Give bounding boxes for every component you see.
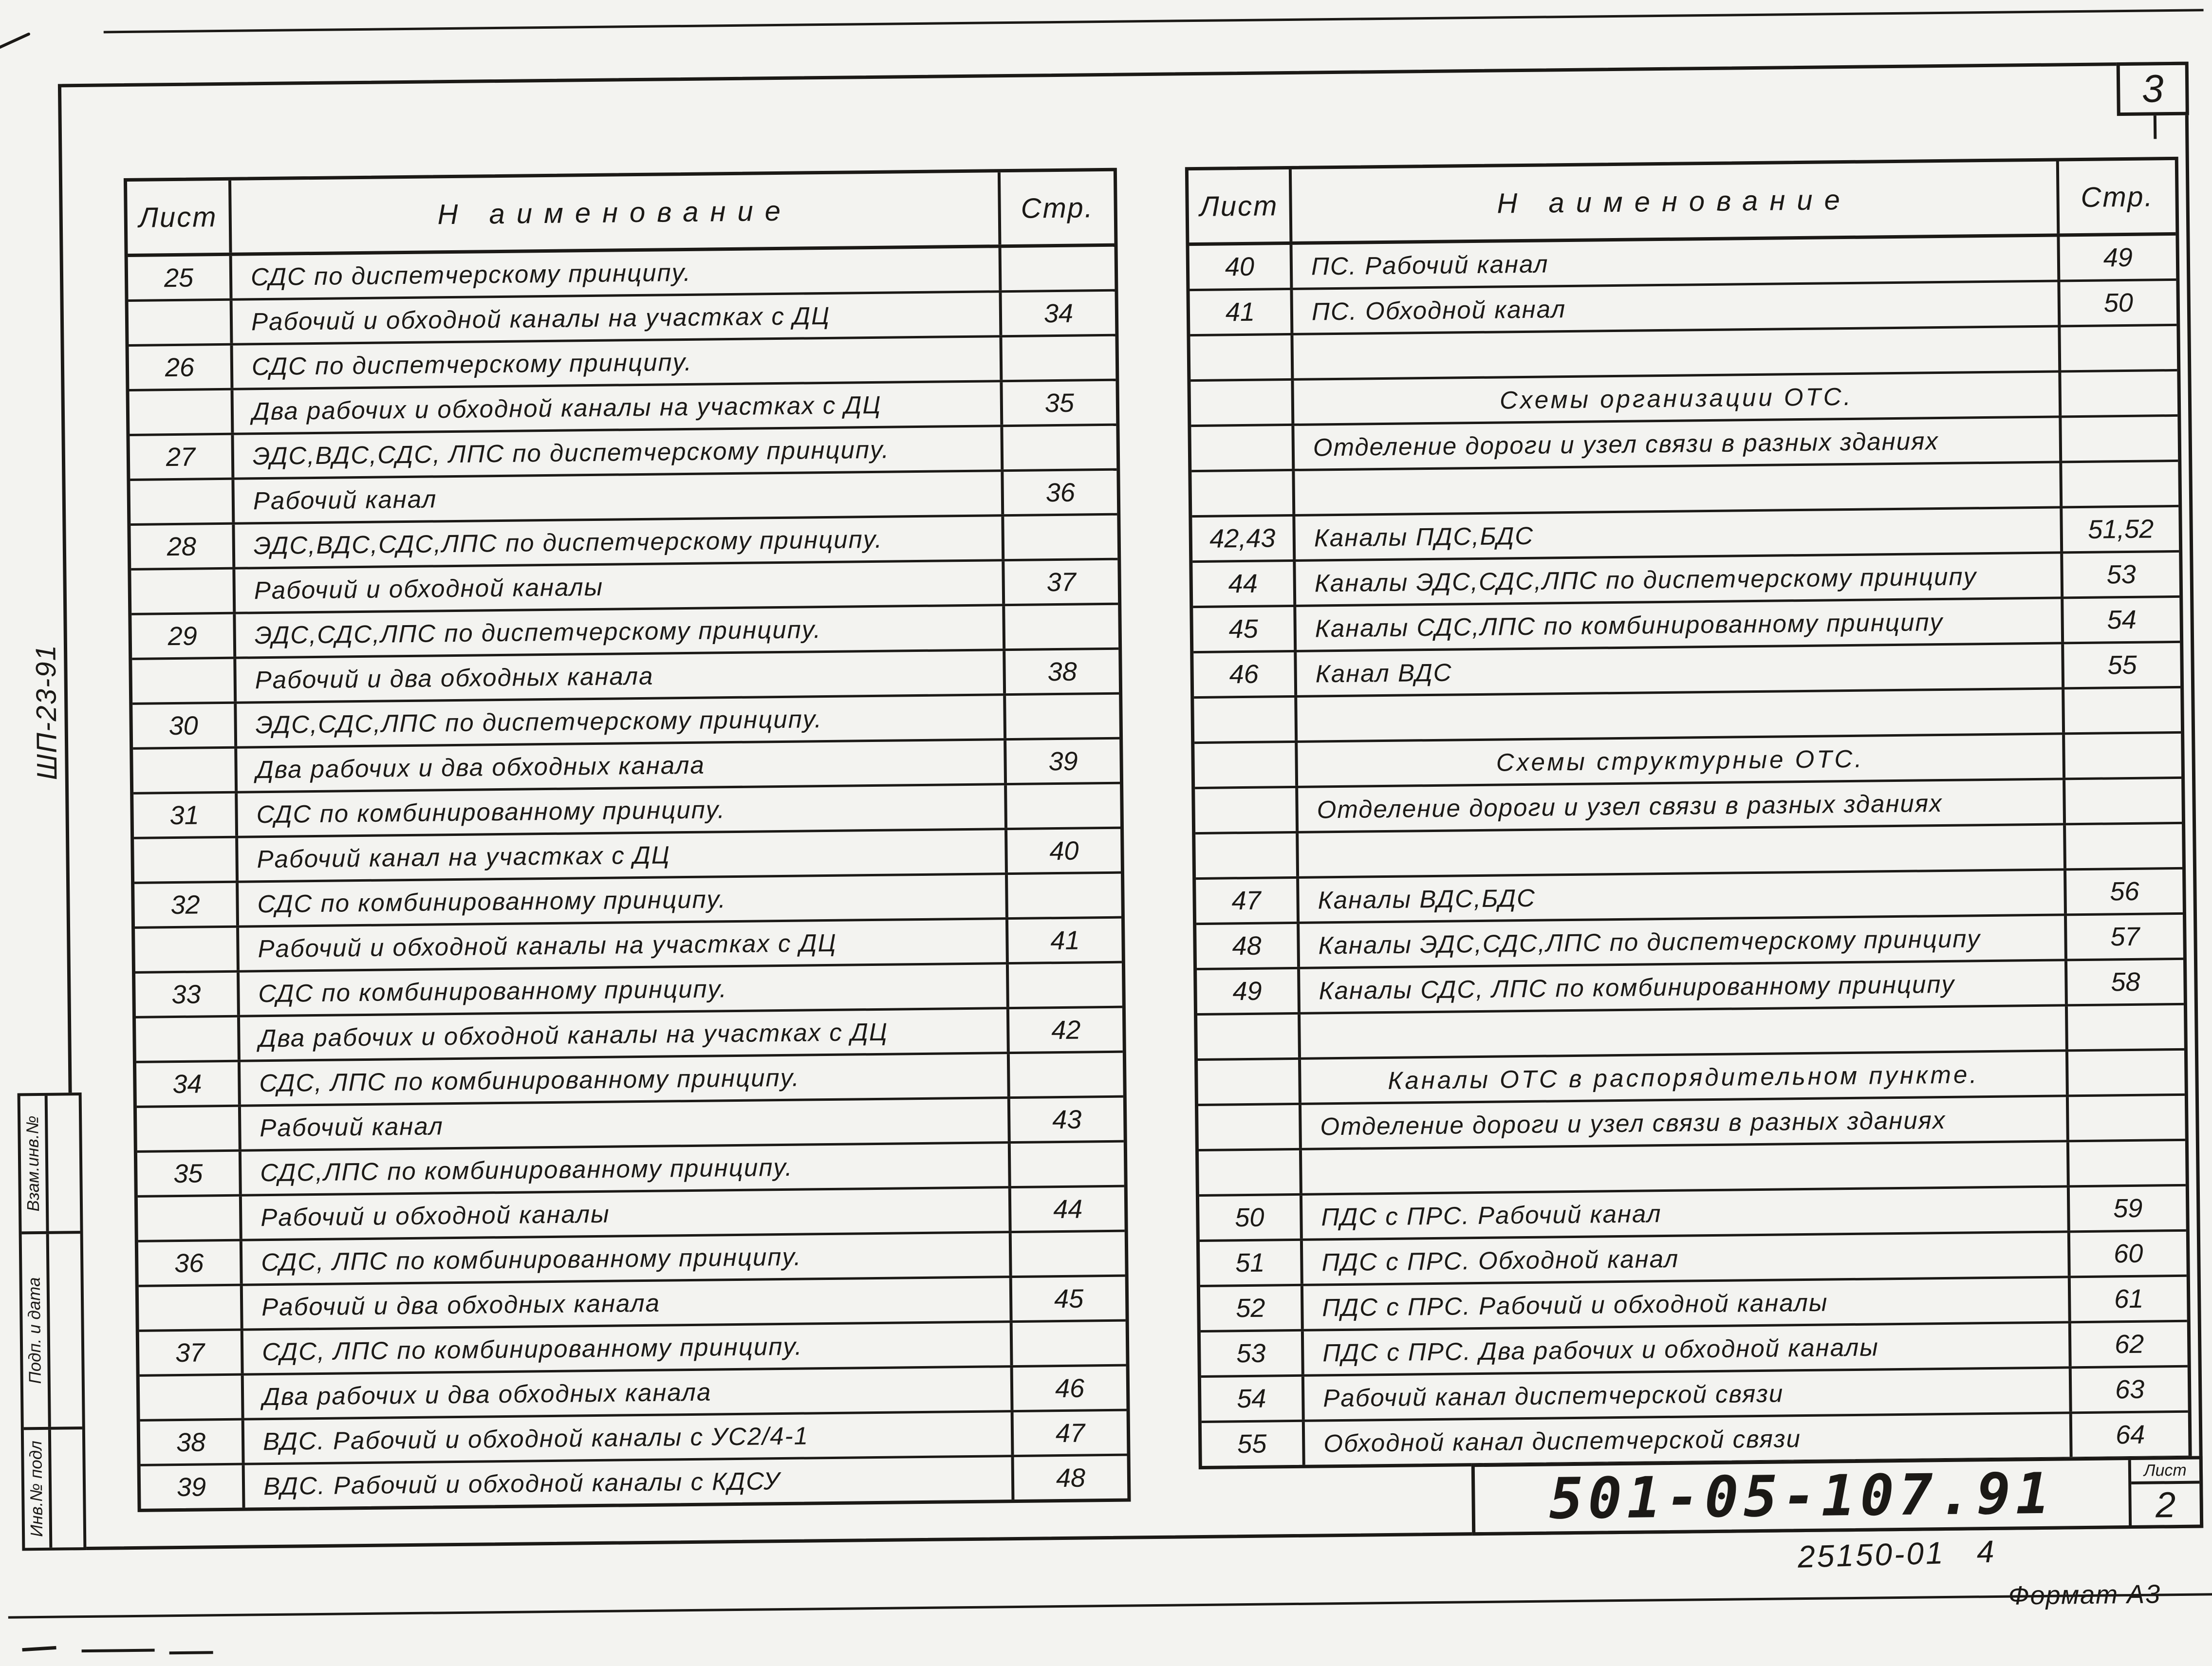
- sheet-number-cell: [1198, 1105, 1302, 1149]
- item-name-cell: ЭДС,ВДС,СДС, ЛПС по диспетчерскому принципу.: [234, 427, 1004, 478]
- margin-stamp-block: [18, 1092, 87, 1551]
- sheet-number-cell: [1199, 1150, 1302, 1194]
- sheet-number-cell: [134, 838, 239, 882]
- item-name-cell: [1299, 825, 2066, 876]
- page-number-cell: [1002, 247, 1115, 290]
- sheet-number-cell: [130, 390, 234, 434]
- sheet-number-cell: 50: [1199, 1196, 1303, 1240]
- page-number-cell: 42: [1051, 1015, 1081, 1045]
- page-number-cell: [1006, 695, 1119, 738]
- item-name-cell: ПС. Обходной канал: [1293, 282, 2061, 333]
- item-name-cell: ПС. Рабочий канал: [1292, 237, 2060, 287]
- header-sheet-cell: Лист: [127, 181, 232, 254]
- format-note: Формат А3: [2008, 1579, 2161, 1610]
- sheet-number-cell: 53: [1201, 1332, 1304, 1375]
- item-name-cell: Рабочий и обходной каналы: [242, 1188, 1012, 1239]
- page-number-cell: 47: [1055, 1418, 1085, 1448]
- sheet-number-cell: [1198, 1060, 1301, 1104]
- page-number-cell: [2061, 371, 2177, 415]
- item-name-cell: Рабочий канал на участках с ДЦ: [238, 830, 1008, 881]
- page-number-cell: [1011, 1143, 1124, 1186]
- page-number-box: [2117, 62, 2189, 116]
- table-header: [1189, 160, 2176, 246]
- item-name-cell: Схемы структурные ОТС.: [1298, 735, 2065, 785]
- item-name-cell: Два рабочих и два обходных канала: [244, 1368, 1014, 1418]
- sheet-number-cell: [1195, 788, 1299, 832]
- contents-table-left: [124, 168, 1131, 1512]
- item-name-cell: СДС, ЛПС по комбинированному принципу.: [241, 1054, 1010, 1105]
- header-name-cell: Н аименование: [231, 172, 1001, 253]
- sheet-number-cell: 28: [130, 525, 235, 568]
- item-name-cell: [1295, 463, 2063, 514]
- table-header: [127, 171, 1115, 257]
- item-name-cell: [1297, 689, 2065, 740]
- item-name-cell: ЭДС,СДС,ЛПС по диспетчерскому принципу.: [236, 606, 1005, 657]
- item-name-cell: СДС по диспетчерскому принципу.: [232, 248, 1002, 298]
- margin-empty-cell: [51, 1429, 84, 1548]
- page-number-cell: 57: [2110, 922, 2140, 952]
- sheet-number-cell: 39: [141, 1465, 245, 1509]
- margin-doc-code-text: ШП-23-91: [30, 644, 63, 780]
- margin-label-cell: [24, 1430, 53, 1548]
- sheet-number-cell: 48: [1196, 924, 1300, 968]
- page-number-cell: [1008, 874, 1121, 917]
- margin-row: [24, 1429, 84, 1548]
- sheet-number-cell: [1191, 426, 1295, 470]
- page-number-cell: [2065, 779, 2182, 823]
- margin-label: Подп. и дата: [24, 1277, 45, 1384]
- item-name-cell: СДС по комбинированному принципу.: [240, 964, 1009, 1015]
- page-number-cell: 40: [1049, 836, 1079, 866]
- sheet-number-cell: [140, 1376, 244, 1419]
- sheet-number-cell: 32: [134, 883, 239, 926]
- contents-table-right: [1185, 157, 2192, 1469]
- item-name-cell: ПДС с ПРС. Рабочий и обходной каналы: [1303, 1278, 2071, 1329]
- page-number-cell: 50: [2103, 288, 2134, 318]
- page-number-cell: 58: [2111, 967, 2140, 997]
- margin-row: [20, 1095, 80, 1234]
- item-name-cell: СДС, ЛПС по комбинированному принципу.: [243, 1323, 1013, 1373]
- item-name-cell: СДС по комбинированному принципу.: [239, 875, 1008, 926]
- bottom-left-mark: [22, 1646, 56, 1651]
- margin-label-cell: [22, 1234, 51, 1427]
- sheet-number-cell: 30: [132, 704, 237, 747]
- page-number-cell: 38: [1047, 657, 1077, 686]
- item-name-cell: Каналы СДС,ЛПС по комбинированному принципу: [1296, 599, 2064, 649]
- page-number-cell: 45: [1054, 1284, 1084, 1314]
- header-page-cell: Стр.: [2081, 180, 2154, 213]
- sheet-number-cell: [1190, 335, 1294, 379]
- item-name-cell: Рабочий и обходной каналы на участках с ДЦ: [239, 920, 1009, 970]
- page-number-cell: 49: [2103, 242, 2133, 273]
- page-number-cell: [1013, 1322, 1126, 1365]
- item-name-cell: Рабочий и обходной каналы на участках с ДЦ: [233, 293, 1003, 343]
- item-name-cell: Схемы организации ОТС.: [1294, 372, 2062, 423]
- sheet-number-cell: [130, 480, 235, 523]
- sheet-number-cell: 36: [138, 1241, 243, 1285]
- sheet-number-cell: 37: [139, 1331, 244, 1374]
- page-number-cell: [2061, 326, 2177, 370]
- page-number-cell: 35: [1044, 388, 1075, 418]
- item-name-cell: Отделение дороги и узел связи в разных зданиях: [1294, 418, 2062, 468]
- item-name-cell: Два рабочих и обходной каналы на участках с ДЦ: [234, 382, 1004, 433]
- page-number-cell: 56: [2110, 876, 2139, 907]
- item-name-cell: Рабочий канал: [234, 472, 1004, 522]
- item-name-cell: СДС,ЛПС по комбинированному принципу.: [242, 1144, 1011, 1194]
- sheet-number-cell: [1195, 833, 1299, 877]
- margin-empty-cell: [49, 1234, 82, 1427]
- page-number-cell: [2065, 734, 2181, 777]
- page-number-cell: [1003, 426, 1116, 469]
- page-number-cell: [1012, 1232, 1125, 1276]
- page-number-cell: 54: [2107, 605, 2137, 635]
- item-name-cell: Два рабочих и два обходных канала: [237, 740, 1007, 791]
- sheet-number-cell: [1194, 743, 1298, 787]
- page-number-cell: 62: [2114, 1329, 2144, 1359]
- item-name-cell: СДС, ЛПС по комбинированному принципу.: [242, 1233, 1012, 1284]
- page-number-cell: 64: [2115, 1420, 2145, 1450]
- page-number-cell: 60: [2113, 1239, 2143, 1269]
- sheet-number-cell: 55: [1202, 1422, 1305, 1466]
- page-number-cell: 46: [1055, 1373, 1085, 1403]
- sheet-number-cell: [1194, 698, 1298, 741]
- item-name-cell: Каналы ЭДС,СДС,ЛПС по диспетчерскому принципу: [1296, 554, 2063, 604]
- item-name-cell: Рабочий канал: [241, 1099, 1011, 1149]
- page-number-cell: 51,52: [2087, 514, 2154, 544]
- sheet-number-cell: [136, 1018, 241, 1061]
- item-name-cell: Каналы ОТС в распорядительном пункте.: [1301, 1052, 2069, 1102]
- frame-tick: [2154, 115, 2157, 139]
- bottom-left-mark: [169, 1651, 213, 1654]
- top-edge-line: [104, 9, 2204, 33]
- handwritten-note: 25150-01 4: [1797, 1534, 1997, 1574]
- item-name-cell: Рабочий и обходной каналы: [235, 561, 1005, 612]
- title-block-sheet-column: [2128, 1460, 2200, 1526]
- item-name-cell: Обходной канал диспетчерской связи: [1305, 1414, 2073, 1464]
- sheet-number-cell: 34: [136, 1062, 241, 1106]
- page-number-cell: 44: [1053, 1194, 1083, 1224]
- page-number-cell: [2069, 1096, 2185, 1140]
- title-block: [1471, 1456, 2203, 1536]
- sheet-label-cell: Лист: [2131, 1460, 2200, 1484]
- sheet-number-cell: 33: [135, 973, 240, 1016]
- document-number: 501-05-107.91: [1548, 1461, 2055, 1532]
- header-page-cell: Стр.: [1021, 191, 1094, 224]
- item-name-cell: Каналы СДС, ЛПС по комбинированному принципу: [1300, 961, 2068, 1012]
- page-number-cell: [2064, 688, 2181, 732]
- page-number-cell: [1010, 1053, 1123, 1096]
- sheet-number-cell: 51: [1200, 1241, 1303, 1285]
- item-name-cell: ВДС. Рабочий и обходной каналы с УС2/4-1: [244, 1412, 1014, 1463]
- item-name-cell: Каналы ВДС,БДС: [1299, 870, 2067, 921]
- header-sheet-cell: Лист: [1189, 169, 1293, 242]
- margin-label: Инв.№ подл: [26, 1441, 47, 1537]
- page-number-cell: 48: [1056, 1463, 1086, 1493]
- sheet-number-cell: 45: [1193, 607, 1297, 651]
- page-number-cell: [2068, 1005, 2184, 1049]
- sheet-number-cell: 27: [130, 435, 234, 479]
- page-number-cell: [2062, 462, 2178, 506]
- item-name-cell: ПДС с ПРС. Два рабочих и обходной каналы: [1304, 1323, 2072, 1374]
- sheet-number-cell: 38: [140, 1421, 245, 1464]
- sheet-number-cell: [1197, 1015, 1301, 1058]
- pen-stroke-artifact: [0, 32, 31, 54]
- bottom-left-mark: [82, 1649, 155, 1653]
- item-name-cell: ЭДС,СДС,ЛПС по диспетчерскому принципу.: [237, 696, 1006, 746]
- sheet-number-cell: [132, 659, 237, 703]
- page-number-cell: [2068, 1051, 2185, 1094]
- sheet-number-cell: [1190, 381, 1294, 425]
- bottom-edge-line: [8, 1593, 2212, 1618]
- sheet-number-cell: 47: [1196, 879, 1300, 923]
- sheet-number-cell: 44: [1192, 562, 1296, 606]
- page-number-cell: 39: [1048, 746, 1078, 776]
- page-number-cell: [2069, 1141, 2186, 1185]
- sheet-number-cell: 52: [1200, 1286, 1304, 1330]
- item-name-cell: Отделение дороги и узел связи в разных зданиях: [1301, 1097, 2069, 1148]
- header-name-cell: Н аименование: [1292, 161, 2060, 241]
- item-name-cell: Два рабочих и обходной каналы на участках с ДЦ: [240, 1009, 1010, 1060]
- sheet-number-cell: 26: [129, 346, 234, 389]
- item-name-cell: Рабочий и два обходных канала: [243, 1278, 1013, 1329]
- sheet-number-cell: 49: [1197, 969, 1301, 1013]
- sheet-number-cell: [133, 749, 238, 792]
- page-number-cell: 37: [1046, 567, 1077, 597]
- table-body: [1190, 236, 2189, 1466]
- sheet-number-cell: 31: [133, 794, 238, 837]
- item-name-cell: Канал ВДС: [1297, 644, 2064, 695]
- item-name-cell: ПДС с ПРС. Обходной канал: [1303, 1233, 2071, 1283]
- item-name-cell: Каналы ПДС,БДС: [1295, 508, 2063, 559]
- sheet-number-cell: [138, 1197, 242, 1240]
- sheet-number-cell: 41: [1190, 290, 1293, 334]
- sheet-number-cell: 25: [128, 256, 233, 299]
- page-number-cell: [1002, 336, 1115, 380]
- page-number-cell: [1009, 963, 1122, 1007]
- margin-label: Взам.инв.№: [23, 1115, 43, 1212]
- page-number: 3: [2141, 67, 2164, 111]
- item-name-cell: [1293, 327, 2061, 378]
- page-number-cell: 55: [2107, 650, 2137, 680]
- item-name-cell: СДС по диспетчерскому принципу.: [233, 337, 1003, 388]
- margin-doc-code: [7, 644, 86, 780]
- item-name-cell: Каналы ЭДС,СДС,ЛПС по диспетчерскому принципу: [1300, 916, 2067, 966]
- sheet-number-cell: 40: [1190, 245, 1293, 289]
- page-number-cell: [2066, 824, 2182, 868]
- table-body: [128, 247, 1128, 1509]
- page-number-cell: 53: [2106, 559, 2137, 590]
- margin-label-cell: [20, 1096, 49, 1232]
- margin-empty-cell: [48, 1095, 80, 1231]
- item-name-cell: ПДС с ПРС. Рабочий канал: [1302, 1187, 2070, 1238]
- sheet-number-cell: 35: [137, 1152, 242, 1195]
- margin-row: [22, 1234, 82, 1430]
- page-number-cell: 36: [1045, 478, 1076, 507]
- item-name-cell: [1302, 1142, 2070, 1193]
- sheet-number-cell: [129, 301, 233, 344]
- sheet-number-cell: 42,43: [1192, 517, 1296, 560]
- page-number-cell: [2062, 417, 2178, 461]
- sheet-number-cell: [139, 1286, 243, 1330]
- item-name-cell: ВДС. Рабочий и обходной каналы с КДСУ: [245, 1457, 1015, 1508]
- sheet-value-cell: 2: [2155, 1484, 2176, 1525]
- item-name-cell: ЭДС,ВДС,СДС,ЛПС по диспетчерскому принципу.: [235, 517, 1004, 567]
- item-name-cell: СДС по комбинированному принципу.: [238, 785, 1007, 836]
- page-number-cell: 59: [2113, 1193, 2143, 1223]
- sheet-number-cell: [1191, 471, 1295, 515]
- item-name-cell: [1301, 1006, 2068, 1057]
- page-number-cell: 34: [1043, 298, 1074, 328]
- item-name-cell: Отделение дороги и узел связи в разных зданиях: [1298, 780, 2066, 831]
- sheet-number-cell: 54: [1201, 1377, 1305, 1421]
- page-number-cell: [1004, 516, 1117, 559]
- item-name-cell: Рабочий и два обходных канала: [236, 651, 1006, 702]
- sheet-number-cell: [131, 570, 236, 613]
- page-number-cell: 61: [2114, 1284, 2144, 1314]
- sheet-number-cell: [135, 928, 240, 971]
- sheet-number-cell: 29: [131, 614, 236, 658]
- page-number-cell: 63: [2115, 1374, 2145, 1405]
- item-name-cell: Рабочий канал диспетчерской связи: [1304, 1369, 2072, 1419]
- sheet-number-cell: [137, 1107, 242, 1150]
- page-number-cell: [1007, 784, 1120, 828]
- page-number-cell: 41: [1050, 926, 1080, 955]
- page-number-cell: 43: [1052, 1105, 1082, 1134]
- sheet-number-cell: 46: [1193, 652, 1297, 696]
- page-number-cell: [1005, 605, 1118, 648]
